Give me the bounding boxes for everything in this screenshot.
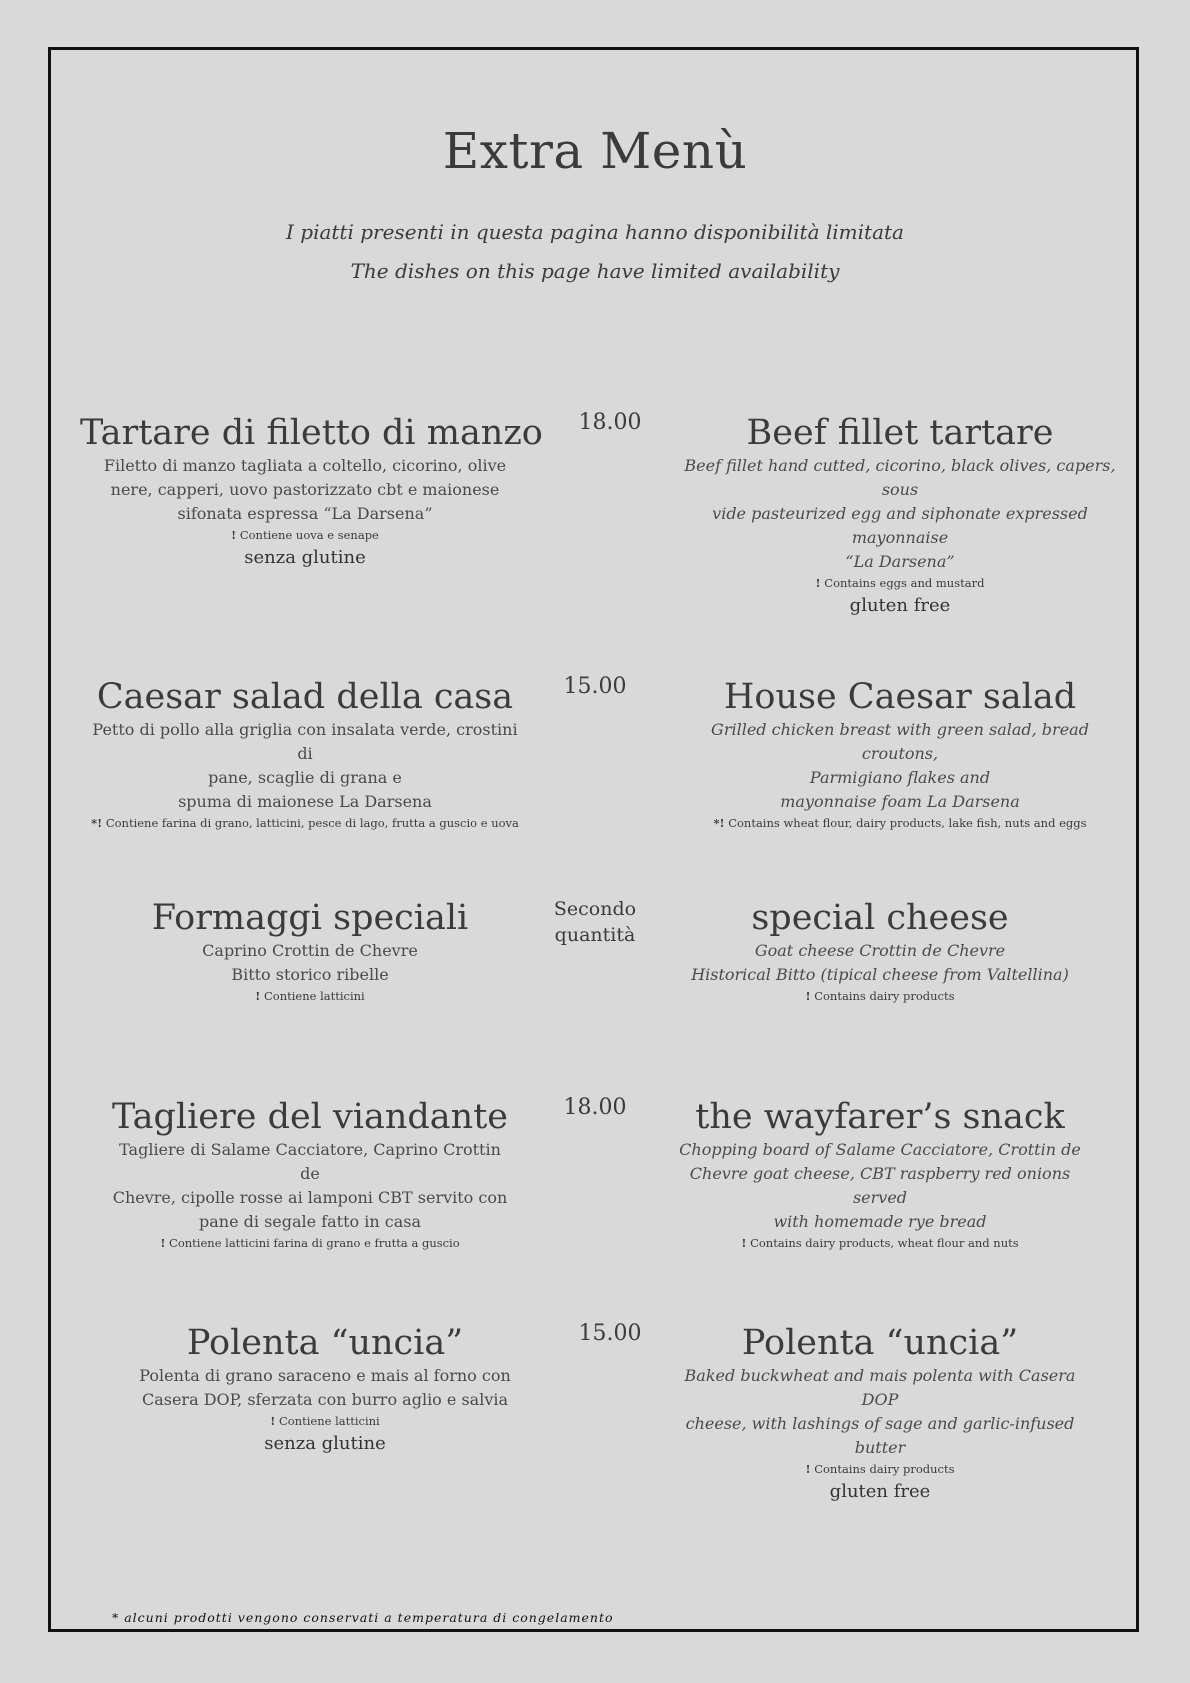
description-line: Chevre, cipolle rosse ai lamponi CBT servito con	[112, 1188, 508, 1207]
allergen-note	[110, 987, 510, 1005]
allergen-mark: !	[741, 1236, 747, 1250]
gluten-free-label: senza glutine	[244, 547, 366, 568]
allergen-note	[670, 1234, 1090, 1252]
dish-name: Formaggi speciali	[151, 898, 469, 938]
allergen-mark: !	[160, 1236, 166, 1250]
allergen-mark: !	[805, 1462, 811, 1476]
description-line: Caprino Crottin de Chevre	[202, 941, 418, 960]
dish-description	[110, 939, 510, 987]
allergen-text: Contains dairy products, wheat flour and nuts	[750, 1236, 1019, 1250]
dish-name: Polenta “uncia”	[741, 1323, 1019, 1363]
description-line: Goat cheese Crottin de Chevre	[754, 941, 1006, 960]
dish-2-italian	[90, 676, 520, 832]
dish-name: Caesar salad della casa	[96, 677, 514, 717]
allergen-text: Contains wheat flour, dairy products, lake fish, nuts and eggs	[728, 816, 1087, 830]
description-line: Casera DOP, sferzata con burro aglio e salvia	[141, 1390, 509, 1409]
dish-name: the wayfarer’s snack	[695, 1097, 1065, 1137]
description-line: Filetto di manzo tagliata a coltello, cicorino, olive	[103, 456, 507, 475]
dish-description	[110, 1138, 510, 1234]
dish-5-italian	[120, 1322, 530, 1456]
dish-4-english	[670, 1096, 1090, 1252]
dish-description	[670, 1364, 1090, 1460]
allergen-note	[680, 987, 1080, 1005]
allergen-note	[670, 1460, 1090, 1478]
dish-2-english	[680, 676, 1120, 832]
footnote: * alcuni prodotti vengono conservati a temperatura di congelamento	[112, 1610, 614, 1625]
price-line: quantità	[554, 924, 636, 946]
description-line: Petto di pollo alla griglia con insalata verde, crostini di	[92, 720, 518, 763]
dish-description	[670, 1138, 1090, 1234]
allergen-text: Contiene latticini farina di grano e frutta a guscio	[169, 1236, 460, 1250]
description-line: pane, scaglie di grana e	[208, 768, 402, 787]
allergen-note	[680, 574, 1120, 592]
dish-5-english	[670, 1322, 1090, 1504]
dish-description	[680, 718, 1120, 814]
description-line: Baked buckwheat and mais polenta with Casera DOP	[684, 1366, 1076, 1409]
description-line: Beef fillet hand cutted, cicorino, black olives, capers, sous	[684, 456, 1116, 499]
description-line: Parmigiano flakes and	[809, 768, 991, 787]
dish-description	[80, 454, 530, 526]
dish-name: Beef fillet tartare	[746, 413, 1054, 453]
allergen-text: Contiene uova e senape	[239, 528, 379, 542]
dish-4-price: 18.00	[563, 1095, 627, 1120]
description-line: Chopping board of Salame Cacciatore, Crottin de	[679, 1140, 1081, 1159]
allergen-mark: !	[815, 576, 821, 590]
description-line: Polenta di grano saraceno e mais al forno con	[139, 1366, 511, 1385]
description-line: Historical Bitto (tipical cheese from Valtellina)	[691, 965, 1069, 984]
dish-description	[120, 1364, 530, 1412]
description-line: spuma di maionese La Darsena	[178, 792, 432, 811]
description-line: cheese, with lashings of sage and garlic-infused butter	[685, 1414, 1075, 1457]
dish-4-italian	[110, 1096, 510, 1252]
allergen-note	[90, 814, 520, 832]
gluten-free-label: gluten free	[849, 595, 951, 616]
allergen-note	[680, 814, 1120, 832]
allergen-text: Contains eggs and mustard	[824, 576, 985, 590]
allergen-note	[120, 1412, 530, 1430]
subtitle-italian: I piatti presenti in questa pagina hanno disponibilità limitata	[286, 220, 904, 244]
dish-name: Tartare di filetto di manzo	[80, 413, 543, 453]
allergen-mark: !	[805, 989, 811, 1003]
dish-3-english	[680, 897, 1080, 1005]
description-line: mayonnaise foam La Darsena	[780, 792, 1020, 811]
allergen-text: Contains dairy products	[814, 989, 955, 1003]
description-line: Bitto storico ribelle	[231, 965, 389, 984]
price-line: Secondo	[553, 898, 637, 920]
dish-name: Tagliere del viandante	[112, 1097, 508, 1137]
allergen-mark: !	[255, 989, 261, 1003]
description-line: “La Darsena”	[845, 552, 955, 571]
allergen-note	[110, 1234, 510, 1252]
description-line: Tagliere di Salame Cacciatore, Caprino Crottin de	[119, 1140, 501, 1183]
gluten-free-label: gluten free	[829, 1481, 931, 1502]
dish-3-italian	[110, 897, 510, 1005]
allergen-text: Contiene farina di grano, latticini, pesce di lago, frutta a guscio e uova	[105, 816, 519, 830]
dish-1-english	[680, 412, 1120, 618]
dish-name: Polenta “uncia”	[186, 1323, 464, 1363]
description-line: Grilled chicken breast with green salad, bread croutons,	[711, 720, 1089, 763]
page-title: Extra Menù	[442, 122, 748, 180]
dish-1-price: 18.00	[578, 410, 642, 435]
description-line: nere, capperi, uovo pastorizzato cbt e maionese	[110, 480, 500, 499]
description-line: with homemade rye bread	[773, 1212, 987, 1231]
description-line: pane di segale fatto in casa	[198, 1212, 421, 1231]
allergen-text: Contiene latticini	[263, 989, 365, 1003]
dish-2-price: 15.00	[563, 674, 627, 699]
allergen-text: Contains dairy products	[814, 1462, 955, 1476]
allergen-note	[80, 526, 530, 544]
dish-5-price: 15.00	[578, 1321, 642, 1346]
description-line: vide pasteurized egg and siphonate expressed mayonnaise	[712, 504, 1088, 547]
dish-description	[90, 718, 520, 814]
allergen-mark: !	[231, 528, 237, 542]
allergen-mark: !	[270, 1414, 276, 1428]
allergen-mark: *!	[91, 816, 103, 830]
allergen-mark: *!	[713, 816, 725, 830]
dish-description	[680, 939, 1080, 987]
description-line: Chevre goat cheese, CBT raspberry red onions served	[689, 1164, 1071, 1207]
dish-3-price	[545, 896, 645, 948]
dish-name: special cheese	[751, 898, 1009, 938]
dish-1-italian	[80, 412, 543, 570]
description-line: sifonata espressa “La Darsena”	[177, 504, 433, 523]
dish-description	[680, 454, 1120, 574]
dish-name: House Caesar salad	[723, 677, 1077, 717]
gluten-free-label: senza glutine	[264, 1433, 386, 1454]
subtitle-english: The dishes on this page have limited availability	[350, 259, 840, 283]
allergen-text: Contiene latticini	[278, 1414, 380, 1428]
